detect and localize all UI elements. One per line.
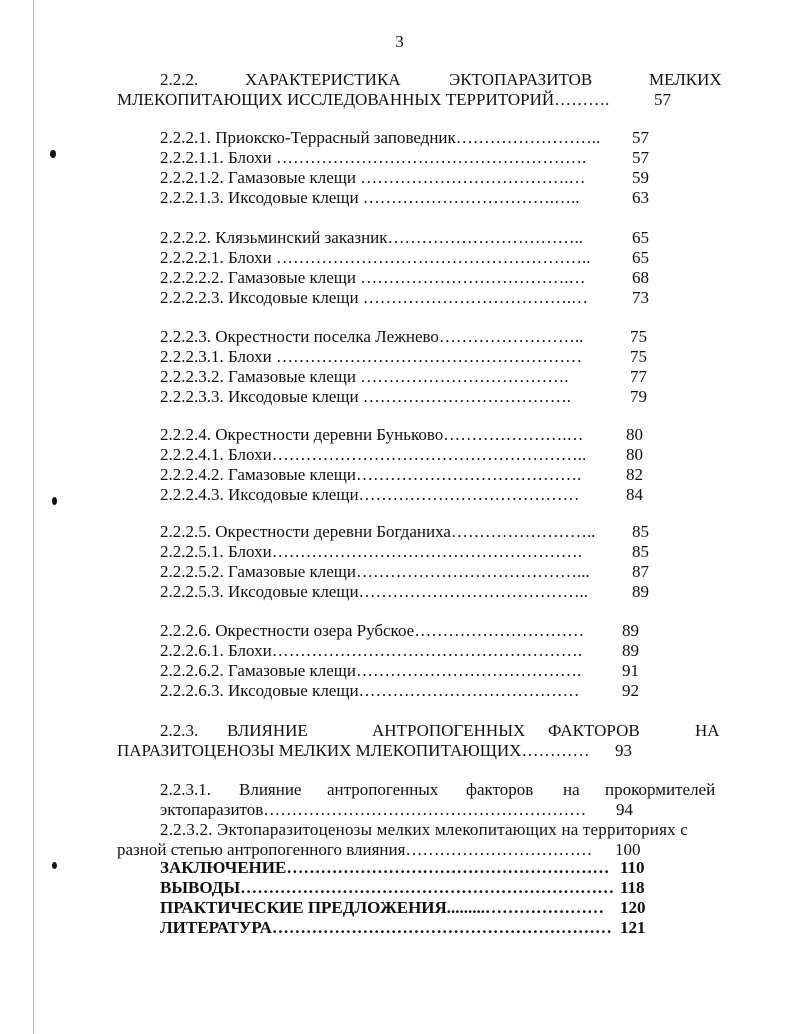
toc-entry: 2.2.2.2. Клязьминский заказник…………………………….. (160, 228, 584, 247)
entry-line-1: 2.2.3.2. Эктопаразитоценозы мелких млекопитающих на территориях с (160, 820, 689, 839)
heading-word: МЕЛКИХ (649, 70, 722, 89)
toc-entry: 2.2.2.6.2. Гамазовые клещи…………………………………. (160, 661, 582, 680)
toc-entry: 2.2.2.2.3. Иксодовые клещи ……………………………….… (160, 288, 589, 307)
entry-page: 120 (620, 898, 646, 917)
entry-page: 89 (622, 641, 639, 660)
heading-page: 93 (615, 741, 632, 760)
entry-page: 121 (620, 918, 646, 937)
toc-entry: 2.2.2.3.1. Блохи ……………………………………………… (160, 347, 582, 366)
entry-page: 63 (632, 188, 649, 207)
toc-entry: 2.2.2.5.1. Блохи………………………………………………. (160, 542, 582, 561)
toc-entry: 2.2.2.4.1. Блохи……………………………………………….. (160, 445, 587, 464)
toc-entry-findings: ВЫВОДЫ………………………………………………………… (160, 878, 615, 897)
entry-page: 91 (622, 661, 639, 680)
entry-page: 89 (632, 582, 649, 601)
toc-entry: 2.2.2.1.3. Иксодовые клещи …………………………….….. (160, 188, 580, 207)
entry-page: 82 (626, 465, 643, 484)
binding-hole-mark (52, 862, 57, 869)
entry-word: прокормителей (605, 780, 716, 799)
entry-word: 2.2.3.1. (160, 780, 211, 799)
entry-page: 68 (632, 268, 649, 287)
heading-word: 2.2.2. (160, 70, 199, 89)
entry-page: 73 (632, 288, 649, 307)
heading-word: НА (695, 721, 720, 740)
toc-entry: 2.2.2.6.3. Иксодовые клещи………………………………… (160, 681, 580, 700)
entry-page: 100 (615, 840, 641, 859)
binding-hole-mark (52, 497, 57, 505)
heading-word: АНТРОПОГЕННЫХ (372, 721, 526, 740)
entry-page: 75 (630, 327, 647, 346)
toc-entry: 2.2.2.1.2. Гамазовые клещи ……………………………….… (160, 168, 586, 187)
entry-page: 57 (632, 128, 649, 147)
toc-entry-conclusion: ЗАКЛЮЧЕНИЕ………………………………………………… (160, 858, 610, 877)
heading-word: ЭКТОПАРАЗИТОВ (449, 70, 593, 89)
entry-page: 92 (622, 681, 639, 700)
entry-page: 110 (620, 858, 645, 877)
toc-entry: 2.2.2.2.2. Гамазовые клещи ……………………………….… (160, 268, 586, 287)
entry-page: 80 (626, 445, 643, 464)
toc-entry-literature: ЛИТЕРАТУРА…………………………………………………… (160, 918, 612, 937)
page-number: 3 (395, 32, 404, 51)
entry-page: 85 (632, 522, 649, 541)
heading-word: ХАРАКТЕРИСТИКА (245, 70, 401, 89)
entry-page: 87 (632, 562, 649, 581)
toc-entry: 2.2.2.3. Окрестности поселка Лежнево…………………….. (160, 327, 584, 346)
toc-entry: 2.2.2.5. Окрестности деревни Богданиха…………………….. (160, 522, 596, 541)
entry-page: 118 (620, 878, 645, 897)
toc-entry: 2.2.2.3.2. Гамазовые клещи ………………………………. (160, 367, 569, 386)
entry-page: 85 (632, 542, 649, 561)
entry-word: факторов (466, 780, 534, 799)
toc-entry-proposals: ПРАКТИЧЕСКИЕ ПРЕДЛОЖЕНИЯ.........………………… (160, 898, 605, 917)
toc-entry: 2.2.2.1.1. Блохи ………………………………………………. (160, 148, 587, 167)
entry-page: 79 (630, 387, 647, 406)
toc-entry: 2.2.2.4.3. Иксодовые клещи………………………………… (160, 485, 580, 504)
entry-word: антропогенных (327, 780, 439, 799)
toc-entry: 2.2.2.6.1. Блохи………………………………………………. (160, 641, 582, 660)
toc-entry: 2.2.2.1. Приокско-Террасный заповедник…………………….. (160, 128, 601, 147)
entry-page: 57 (632, 148, 649, 167)
entry-line-2: эктопаразитов………………………………………………… (160, 800, 587, 819)
heading-page: 57 (654, 90, 671, 109)
binding-hole-mark (50, 150, 56, 158)
entry-word: на (563, 780, 580, 799)
entry-page: 75 (630, 347, 647, 366)
heading-word: 2.2.3. (160, 721, 199, 740)
entry-page: 84 (626, 485, 643, 504)
entry-page: 65 (632, 248, 649, 267)
heading-word: ФАКТОРОВ (548, 721, 640, 740)
entry-word: Влияние (239, 780, 302, 799)
heading-line-2: ПАРАЗИТОЦЕНОЗЫ МЕЛКИХ МЛЕКОПИТАЮЩИХ………… (117, 741, 590, 760)
entry-page: 80 (626, 425, 643, 444)
toc-entry: 2.2.2.2.1. Блохи ……………………………………………….. (160, 248, 591, 267)
scan-edge-line (33, 0, 34, 1034)
entry-page: 65 (632, 228, 649, 247)
entry-page: 89 (622, 621, 639, 640)
toc-entry: 2.2.2.3.3. Иксодовые клещи ………………………………. (160, 387, 572, 406)
heading-line-2: МЛЕКОПИТАЮЩИХ ИССЛЕДОВАННЫХ ТЕРРИТОРИЙ………. (117, 90, 610, 109)
toc-entry: 2.2.2.6. Окрестности озера Рубское………………………… (160, 621, 585, 640)
heading-word: ВЛИЯНИЕ (227, 721, 308, 740)
toc-entry: 2.2.2.4. Окрестности деревни Буньково………………….… (160, 425, 584, 444)
toc-entry: 2.2.2.4.2. Гамазовые клещи…………………………………. (160, 465, 582, 484)
entry-page: 77 (630, 367, 647, 386)
toc-entry: 2.2.2.5.2. Гамазовые клещи…………………………………... (160, 562, 590, 581)
entry-page: 94 (616, 800, 633, 819)
entry-line-2: разной степью антропогенного влияния…………………………… (117, 840, 593, 859)
toc-entry: 2.2.2.5.3. Иксодовые клещи………………………………….. (160, 582, 589, 601)
entry-page: 59 (632, 168, 649, 187)
